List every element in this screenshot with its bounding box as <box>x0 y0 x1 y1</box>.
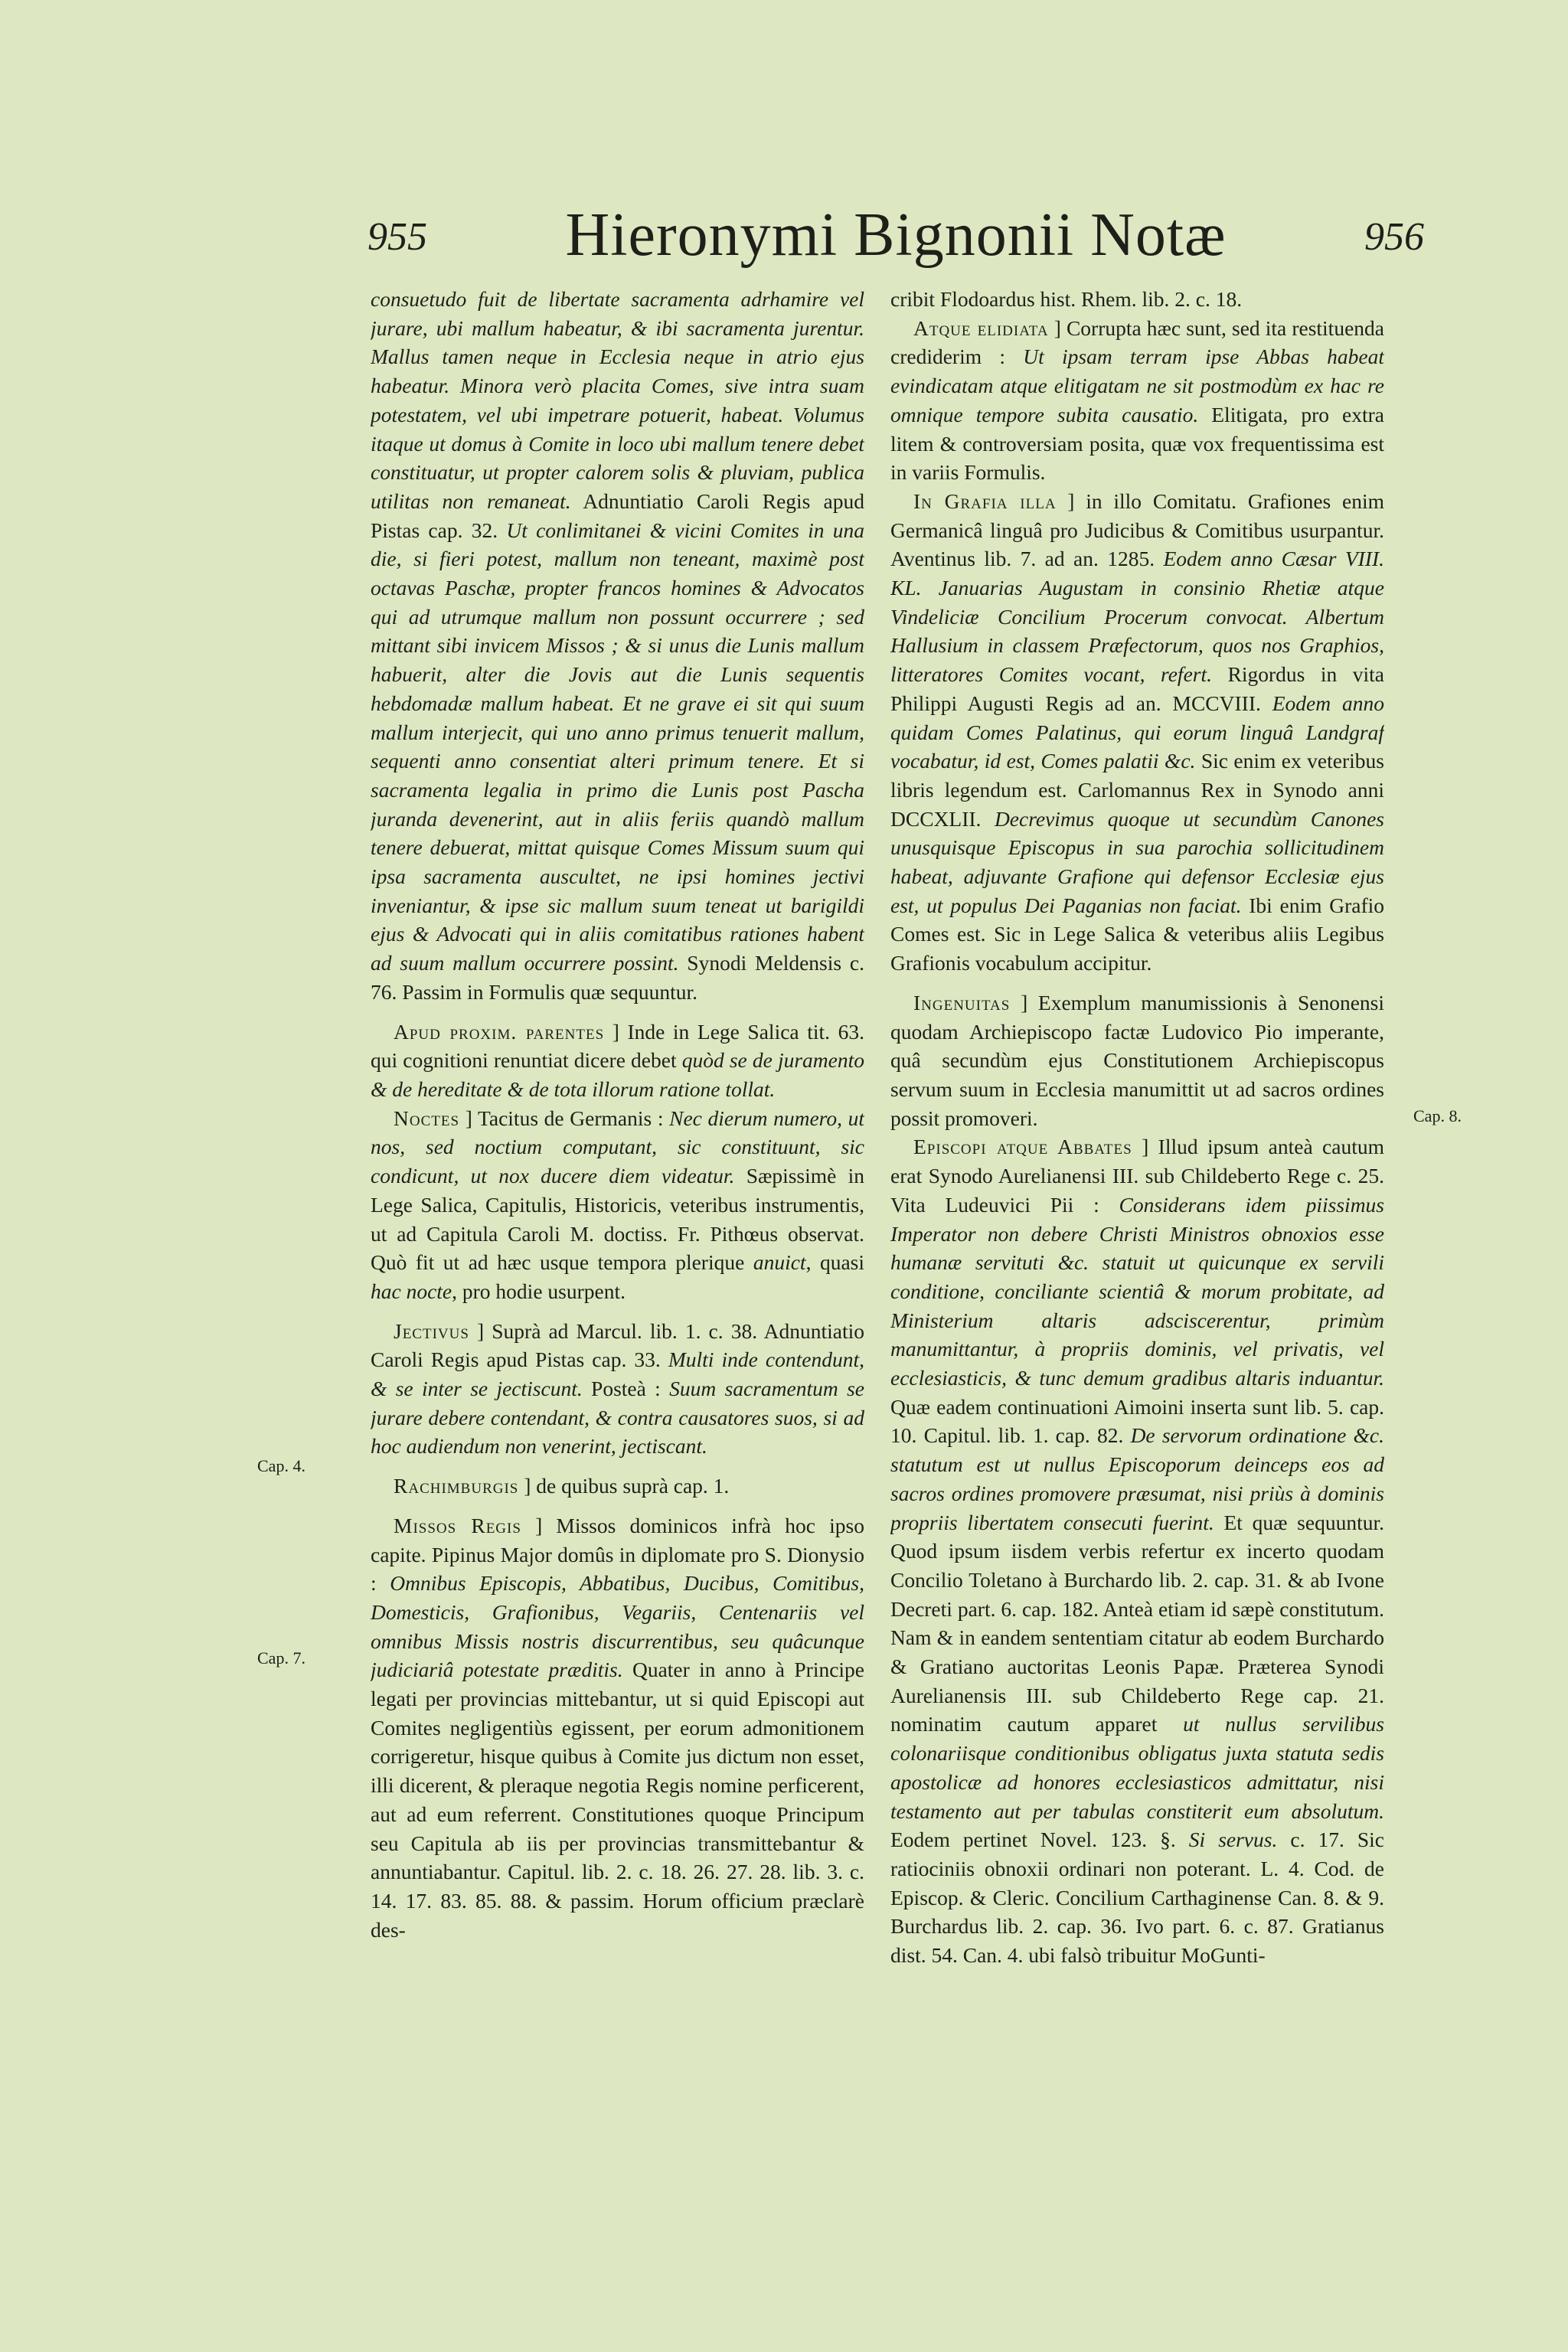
margin-note-cap-7: Cap. 7. <box>257 1648 305 1668</box>
roman-text: Et quæ sequuntur. Quod ipsum iisdem verbis refertur ex incerto quodam Concilio Toletano à Burchardo lib. 2. cap. 31. & ab Ivone Decreti part. 6. cap. 182. Anteà etiam id sæpè constitutum. Nam & in eandem sententiam citatur ab eodem Burchardo & Gratiano auctoritas Leonis Papæ. Præterea Synodi Aurelianensis III. sub Childeberto Rege cap. 21. nominatim cautum apparet <box>890 1510 1384 1736</box>
paragraph <box>890 285 1384 314</box>
roman-text: Ibi enim Grafio Comes est. Sic in Lege Salica & veteribus aliis Legibus Grafionis vocabulum accipitur. <box>890 893 1384 975</box>
italic-text: Nec dierum numero, ut nos, sed noctium computant, sic constituunt, sic condicunt, ut nox ducere diem videatur. <box>371 1106 864 1188</box>
roman-text: Eodem pertinet Novel. 123. §. <box>890 1828 1189 1852</box>
paragraph <box>890 1132 1384 1969</box>
roman-text: ] Missos dominicos infrà hoc ipso capite. Pipinus Major domûs in diplomate pro S. Dionysio : <box>371 1513 864 1596</box>
lemma: Rachimburgis <box>394 1474 519 1498</box>
paragraph <box>371 1317 864 1462</box>
lemma: Apud proxim. parentes <box>394 1019 605 1044</box>
italic-text: Eodem anno quidam Comes Palatinus, qui eorum linguâ Landgraf vocabatur, id est, Comes palatii &c. <box>890 691 1384 773</box>
paragraph <box>371 1511 864 1945</box>
paragraph <box>890 988 1384 1133</box>
italic-text: Suum sacramentum se jurare debere contendant, & contra causatores suos, si ad hoc audiendum non venerint, jectiscant. <box>371 1377 864 1459</box>
page-number-right: 956 <box>1364 215 1424 259</box>
paragraph <box>371 1104 864 1306</box>
paragraph <box>371 1472 864 1501</box>
paragraph <box>890 487 1384 978</box>
roman-text: ] Suprà ad Marcul. lib. 1. c. 38. Adnuntiatio Caroli Regis apud Pistas cap. 33. <box>371 1318 864 1372</box>
roman-text: Adnuntiatio Caroli Regis apud Pistas cap. 32. <box>371 488 864 542</box>
left-column <box>371 285 864 2122</box>
roman-text: ] Illud ipsum anteà cautum erat Synodo Aurelianensi III. sub Childeberto Rege c. 25. Vita Ludeuvici Pii : <box>890 1135 1384 1217</box>
paragraph <box>371 1018 864 1104</box>
italic-text: ut nullus servilibus colonariisque conditionibus obligatus juxta statuta sedis apostolicæ ad honores ecclesiasticos admittatur, nisi testamento aut per tabulas constiterit eum absolutum. <box>890 1712 1384 1823</box>
roman-text: Posteà : <box>582 1377 670 1401</box>
lemma: Missos Regis <box>394 1513 521 1537</box>
roman-text: Sic enim ex veteribus libris legendum est. Carlomannus Rex in Synodo anni DCCXLII. <box>890 749 1384 831</box>
roman-text: Synodi Meldensis c. 76. Passim in Formulis quæ sequuntur. <box>371 951 864 1004</box>
roman-text: Rigordus in vita Philippi Augusti Regis ad an. MCCVIII. <box>890 662 1384 715</box>
roman-text: Quater in anno à Principe legati per provincias mittebantur, ut si quid Episcopi aut Comites negligentiùs egissent, per eorum admonitionem corrigeretur, hisque quibus à Comite jus dictum non esset, illi dicerent, & pleraque negotia Regis nomine perficerent, aut ad eum referrent. Constitutiones quoque Principum seu Capitula ab iis per provincias transmittebantur & annuntiabantur. Capitul. lib. 2. c. 18. 26. 27. 28. lib. 3. c. 14. 17. 83. 85. 88. & passim. Horum officium præclarè des- <box>371 1658 864 1942</box>
italic-text: hac nocte <box>371 1279 452 1303</box>
roman-text: ] Tacitus de Germanis : <box>459 1106 670 1130</box>
roman-text: ] Exemplum manumissionis à Senonensi quodam Archiepiscopo factæ Ludovico Pio imperante, quâ secundùm ejus Constitutionem Archiepiscopus servum suum in Ecclesia manumittit ut ad sacros ordines possit promoveri. <box>890 990 1384 1130</box>
roman-text: ] Inde in Lege Salica tit. 63. qui cognitioni renuntiat dicere debet <box>371 1019 864 1073</box>
italic-text: quòd se de juramento & de hereditate & de tota illorum ratione tollat. <box>371 1048 864 1101</box>
margin-note-cap-4: Cap. 4. <box>257 1456 305 1475</box>
running-header <box>368 201 1424 285</box>
lemma: Episcopi atque Abbates <box>913 1135 1132 1159</box>
paragraph <box>890 314 1384 487</box>
lemma: Atque elidiata <box>913 315 1049 340</box>
right-column <box>890 285 1384 2122</box>
italic-text: consuetudo fuit de libertate sacramenta adrhamire vel jurare, ubi mallum habeatur, & ibi sacramenta jurentur. Mallus tamen neque in Ecclesia neque in atrio ejus habeatur. Minora verò placita Comes, sive intra suam potestatem, vel ubi impetrare potuerit, habeat. Volumus itaque ut domus à Comite in loco ubi mallum tenere debet constituatur, ut propter calorem solis & pluviam, publica utilitas non remaneat. <box>371 287 864 513</box>
lemma: Ingenuitas <box>913 990 1011 1014</box>
roman-text: , pro hodie usurpent. <box>452 1279 626 1303</box>
roman-text: ] Corrupta hæc sunt, sed ita restituenda crediderim : <box>890 315 1384 369</box>
roman-text: Sæpissimè in Lege Salica, Capitulis, Historicis, veteribus instrumentis, ut ad Capitula Caroli M. doctiss. Fr. Pithœus observat. Quò fit ut ad hæc usque tempora plerique <box>371 1164 864 1275</box>
paragraph <box>371 285 864 1007</box>
page-number-left: 955 <box>368 215 427 259</box>
running-title: Hieronymi Bignonii Notæ <box>565 201 1227 269</box>
italic-text: Decrevimus quoque ut secundùm Canones unusquisque Episcopus in sua parochia sollicitudinem habeat, adjuvante Grafione qui defensor Ecclesiæ ejus est, ut populus Dei Paganias non faciat. <box>890 806 1384 917</box>
margin-note-cap-8: Cap. 8. <box>1413 1106 1462 1125</box>
lemma: Jectivus <box>394 1318 469 1343</box>
roman-text: , quasi <box>805 1250 864 1275</box>
lemma: In Grafia illa <box>913 488 1057 513</box>
roman-text: c. 17. Sic ratiociniis obnoxii ordinari non poterant. L. 4. Cod. de Episcop. & Cleric. Concilium Carthaginense Can. 8. & 9. Burchardus lib. 2. cap. 36. Ivo part. 6. c. 87. Gratianus dist. 54. Can. 4. ubi falsò tribuitur MoGunti- <box>890 1828 1384 1968</box>
italic-text: Multi inde contendunt, & se inter se jectiscunt. <box>371 1348 864 1401</box>
roman-text: Elitigata, pro extra litem & controversiam posita, quæ vox frequentissima est in variis Formulis. <box>890 402 1384 485</box>
italic-text: De servorum ordinatione &c. statutum est ut nullus Episcoporum deinceps eos ad sacros ordines promovere præsumat, nisi priùs à dominis propriis libertatem consecuti fuerint. <box>890 1423 1384 1534</box>
roman-text: ] in illo Comitatu. Grafiones enim Germanicâ linguâ pro Judicibus & Comitibus usurpantur. Aventinus lib. 7. ad an. 1285. <box>890 488 1384 571</box>
roman-text: ] de quibus suprà cap. 1. <box>518 1474 730 1498</box>
roman-text: Quæ eadem continuationi Aimoini inserta sunt lib. 5. cap. 10. Capitul. lib. 1. cap. 82. <box>890 1394 1384 1448</box>
italic-text: Omnibus Episcopis, Abbatibus, Ducibus, Comitibus, Domesticis, Grafionibus, Vegariis, Centenariis vel omnibus Missis nostris discurrentibus, seu quâcunque judiciariâ potestate præditis. <box>371 1571 864 1682</box>
italic-text: Ut conlimitanei & vicini Comites in una die, si fieri potest, mallum non teneant, maximè post octavas Paschæ, propter francos homines & Advocatos qui ad utrumque mallum non possunt occurrere ; sed mittant sibi invicem Missos ; & si unus die Lunis mallum habuerit, alter die Jovis aut die Lunis sequentis hebdomadæ mallum habeat. Et ne grave ei sit qui suum mallum interjecit, qui uno anno primus tenuerit mallum, sequenti anno consentiat alteri primum tenere. Et si sacramenta legalia in primo die Lunis post Pascha juranda devenerint, aut in aliis feriis quandò mallum tenere debuerat, mittat quisque Comes Missum suum qui ipsa sacramenta auscultet, ne ipsi homines jectivi inveniantur, & ipse sic mallum suum teneat ut barigildi ejus & Advocati qui in aliis comitatibus rationes habent ad suum mallum occurrere possint. <box>371 518 864 975</box>
roman-text: cribit Flodoardus hist. Rhem. lib. 2. c. 18. <box>890 287 1243 311</box>
italic-text: anuict <box>753 1250 806 1275</box>
italic-text: Eodem anno Cæsar VIII. KL. Januarias Augustam in consinio Rhetiæ atque Vindeliciæ Concilium Procerum convocat. Albertum Hallusium in classem Præfectorum, quos nos Graphios, litteratores Comites vocant, refert. <box>890 547 1384 687</box>
italic-text: Considerans idem piissimus Imperator non debere Christi Ministros obnoxios esse humanæ servituti &c. statuit ut quicunque ex servili conditione, conciliante scientiâ & morum probitate, ad Ministerium altaris adsciscerentur, primùm manumittantur, à propriis dominis, vel privatis, vel ecclesiasticis, & tunc demum gradibus altaris induantur. <box>890 1192 1384 1390</box>
italic-text: Si servus. <box>1188 1828 1278 1852</box>
lemma: Noctes <box>394 1106 460 1130</box>
italic-text: Ut ipsam terram ipse Abbas habeat evindicatam atque elitigatam ne sit postmodùm ex hac re omnique tempore subita causatio. <box>890 345 1384 426</box>
